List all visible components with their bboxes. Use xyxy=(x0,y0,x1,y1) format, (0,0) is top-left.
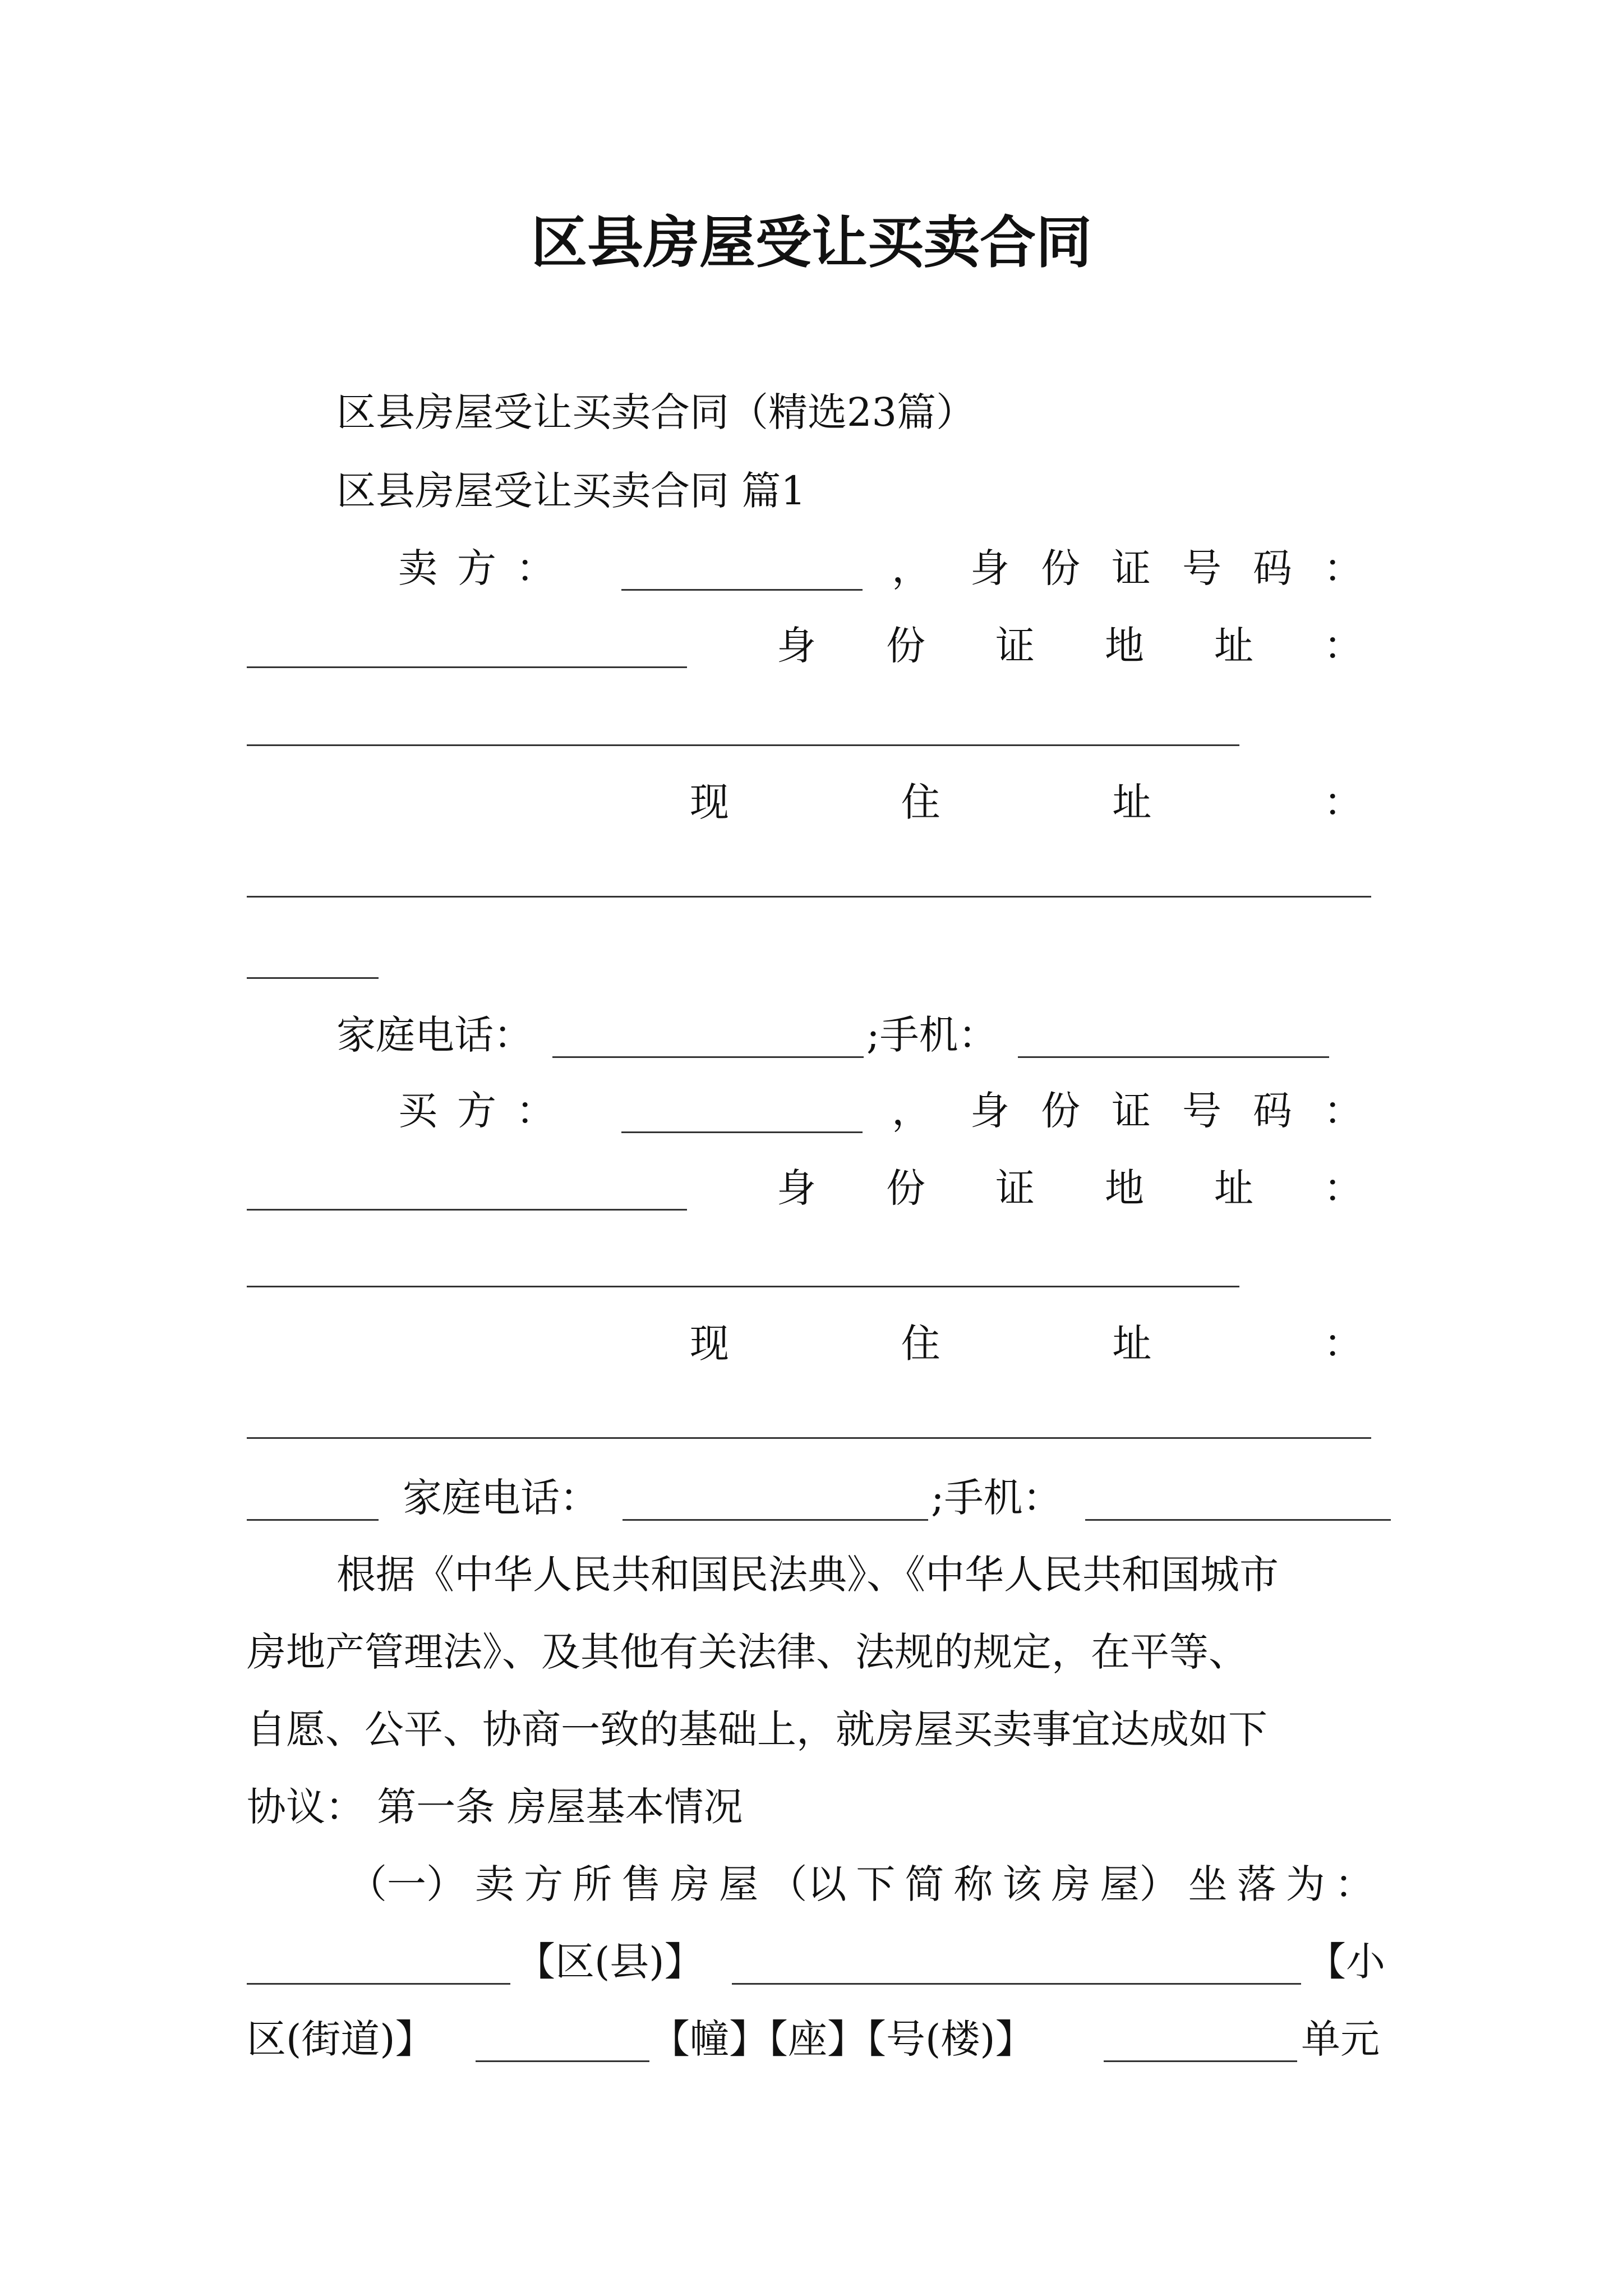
seller-id-number-blank[interactable] xyxy=(247,666,687,668)
buyer-label: 买 方 ： xyxy=(398,1088,555,1134)
location-blank-2[interactable] xyxy=(732,1983,1301,1985)
seller-current-address-label: 现 住 址 ： xyxy=(690,779,1363,825)
paragraph-line: 协议： 第一条 房屋基本情况 xyxy=(247,1784,743,1830)
seller-mobile-blank[interactable] xyxy=(1018,1056,1329,1058)
buyer-home-phone-blank[interactable] xyxy=(623,1519,928,1521)
buyer-current-address-blank-cont[interactable] xyxy=(247,1519,379,1521)
part-heading: 区县房屋受让买卖合同 篇1 xyxy=(336,468,806,514)
buyer-comma: ， xyxy=(892,1088,931,1134)
buyer-mobile-label: ;手机： xyxy=(931,1475,1062,1521)
location-blank-1[interactable] xyxy=(247,1983,510,1985)
seller-id-address-blank[interactable] xyxy=(247,744,1239,746)
buyer-id-number-blank[interactable] xyxy=(247,1209,687,1211)
clause-one-line: （一） 卖 方 所 售 房 屋 （以 下 简 称 该 房 屋） 坐 落 为 ： xyxy=(348,1861,1374,1907)
buyer-id-address-blank[interactable] xyxy=(247,1286,1239,1287)
seller-id-number-label: 身 份 证 号 码 ： xyxy=(970,545,1363,591)
location-unit: 单元 xyxy=(1301,2016,1380,2062)
buyer-home-phone-label: 家庭电话： xyxy=(403,1475,599,1521)
location-community: 区(街道)】 xyxy=(247,2016,435,2062)
seller-label: 卖 方 ： xyxy=(398,545,555,591)
seller-mobile-label: ;手机： xyxy=(866,1012,998,1058)
buyer-id-address-label: 身 份 证 地 址 ： xyxy=(777,1165,1363,1211)
location-xiao: 【小 xyxy=(1307,1939,1385,1985)
paragraph-line: 根据《中华人民共和国民法典》、《中华人民共和国城市 xyxy=(336,1552,1279,1598)
buyer-id-number-label: 身 份 证 号 码 ： xyxy=(970,1088,1363,1134)
seller-home-phone-label: 家庭电话： xyxy=(336,1012,533,1058)
seller-comma: ， xyxy=(892,545,931,591)
buyer-name-blank[interactable] xyxy=(621,1131,863,1133)
buyer-current-address-blank[interactable] xyxy=(247,1437,1371,1439)
document-subtitle: 区县房屋受让买卖合同（精选23篇） xyxy=(336,389,976,435)
seller-current-address-blank[interactable] xyxy=(247,896,1371,898)
seller-name-blank[interactable] xyxy=(621,589,863,591)
seller-current-address-blank-cont[interactable] xyxy=(247,977,379,979)
document-title: 区县房屋受让买卖合同 xyxy=(531,209,1092,275)
seller-id-address-label: 身 份 证 地 址 ： xyxy=(777,623,1363,669)
location-blank-4[interactable] xyxy=(1104,2060,1297,2062)
location-building: 【幢】【座】【号(楼)】 xyxy=(651,2016,1035,2062)
buyer-mobile-blank[interactable] xyxy=(1085,1519,1391,1521)
location-district: 【区(县)】 xyxy=(516,1939,704,1985)
buyer-current-address-label: 现 住 址 ： xyxy=(690,1320,1363,1366)
location-blank-3[interactable] xyxy=(476,2060,649,2062)
paragraph-line: 自愿、公平、协商一致的基础上，就房屋买卖事宜达成如下 xyxy=(247,1706,1267,1752)
paragraph-line: 房地产管理法》、及其他有关法律、法规的规定，在平等、 xyxy=(247,1629,1248,1675)
seller-home-phone-blank[interactable] xyxy=(552,1056,864,1058)
